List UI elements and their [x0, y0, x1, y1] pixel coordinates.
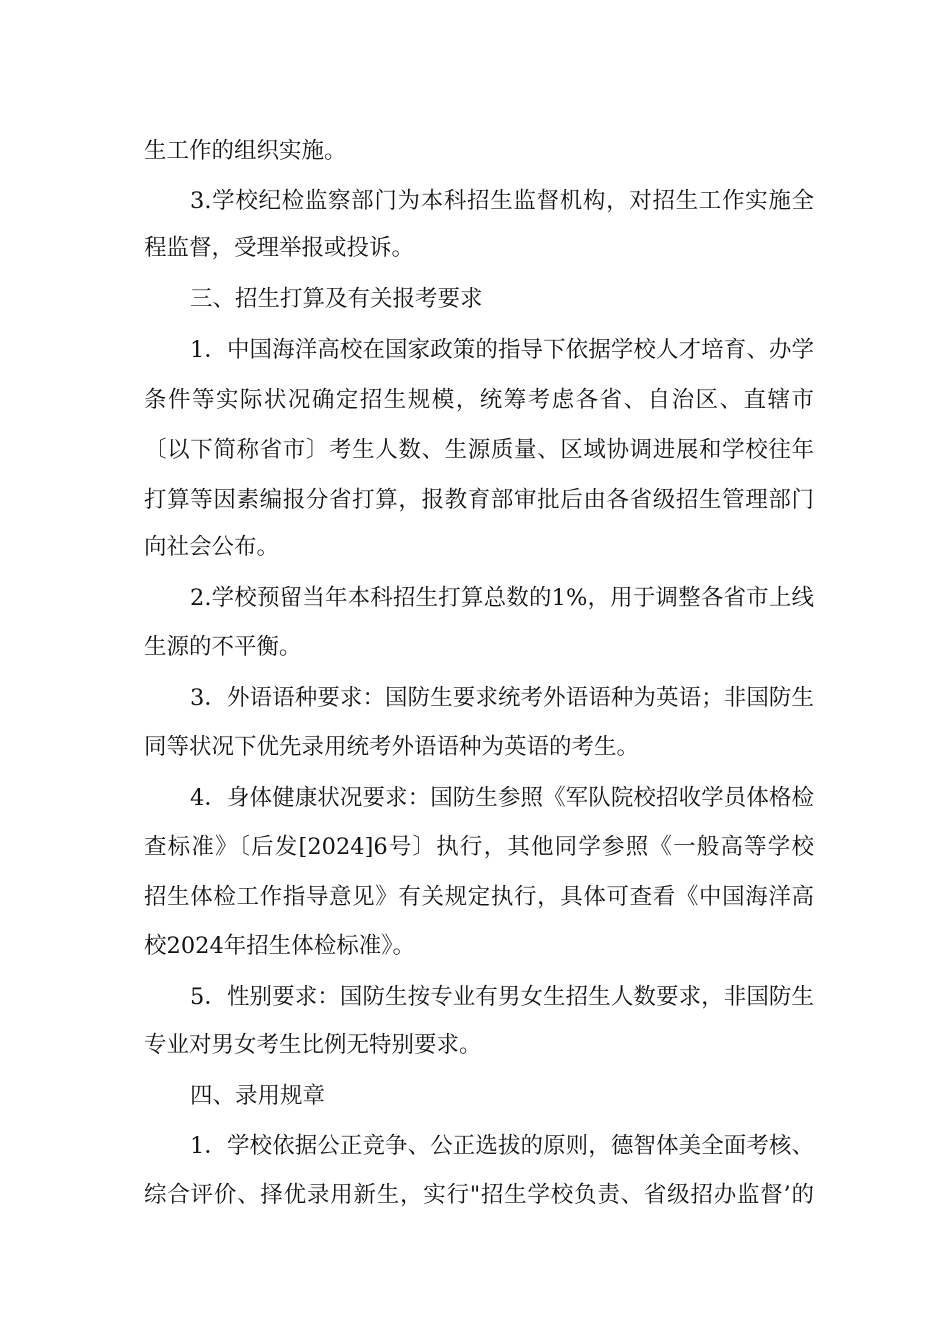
text-line: 招生体检工作指导意见》有关规定执行，具体可查看《中国海洋高 [144, 884, 814, 910]
text-line: 3.学校纪检监察部门为本科招生监督机构，对招生工作实施全 [190, 188, 814, 214]
text-line: 1．学校依据公正竞争、公正选拔的原则，德智体美全面考核、 [190, 1133, 814, 1159]
text-line: 向社会公布。 [144, 534, 280, 560]
text-line: 专业对男女考生比例无特别要求。 [144, 1032, 482, 1058]
text-line: 生工作的组织实施。 [144, 138, 347, 164]
text-line: 同等状况下优先录用统考外语语种为英语的考生。 [144, 734, 640, 760]
text-line: 综合评价、择优录用新生，实行"招生学校负责、省级招办监督’的 [144, 1182, 814, 1208]
section-heading: 三、招生打算及有关报考要求 [190, 286, 483, 312]
text-line: 1．中国海洋高校在国家政策的指导下依据学校人才培育、办学 [190, 337, 814, 363]
text-line: 程监督，受理举报或投诉。 [144, 235, 415, 261]
text-line: 〔以下简称省市〕考生人数、生源质量、区域协调进展和学校往年 [144, 437, 814, 463]
text-line: 查标准》〔后发[2024]6号〕执行，其他同学参照《一般高等学校 [144, 834, 814, 860]
text-line: 2.学校预留当年本科招生打算总数的1%，用于调整各省市上线 [190, 585, 814, 611]
text-line: 5．性别要求：国防生按专业有男女生招生人数要求，非国防生 [190, 984, 814, 1010]
text-line: 3．外语语种要求：国防生要求统考外语语种为英语；非国防生 [190, 685, 814, 711]
text-line: 打算等因素编报分省打算，报教育部审批后由各省级招生管理部门 [144, 487, 814, 513]
text-line: 校2024年招生体检标准》。 [144, 933, 416, 959]
text-line: 条件等实际状况确定招生规模，统筹考虑各省、自治区、直辖市 [144, 387, 814, 413]
text-line: 4．身体健康状况要求：国防生参照《军队院校招收学员体格检 [190, 785, 814, 811]
text-line: 生源的不平衡。 [144, 634, 302, 660]
section-heading: 四、录用规章 [190, 1083, 326, 1109]
